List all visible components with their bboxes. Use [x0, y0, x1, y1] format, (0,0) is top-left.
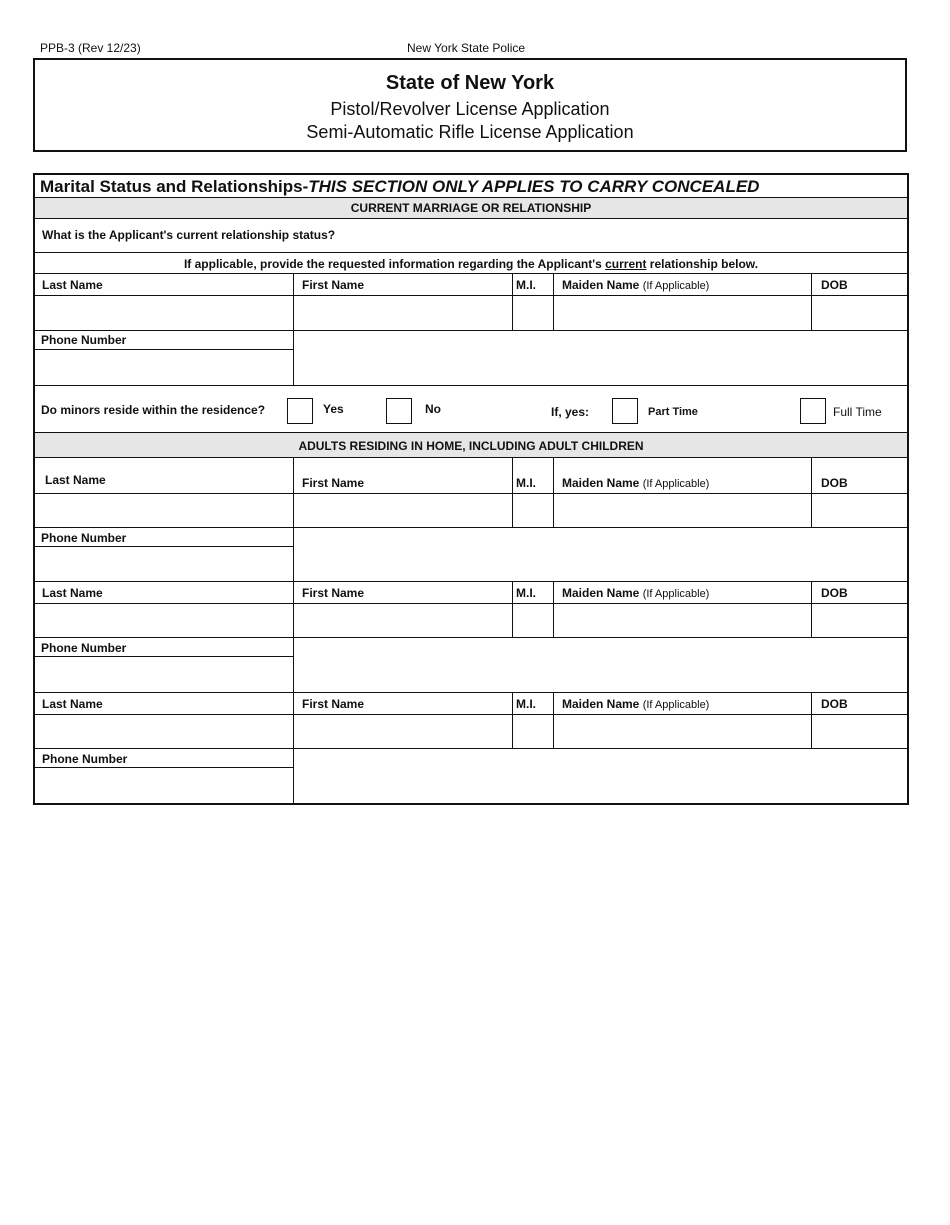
marital-status-section — [33, 173, 909, 805]
current-mi-field[interactable] — [513, 296, 553, 330]
minors-yes-checkbox[interactable] — [287, 398, 313, 424]
adult1-maiden-name-label: Maiden Name (If Applicable) — [562, 476, 710, 490]
adult2-dob-field[interactable] — [812, 604, 907, 637]
adult3-maiden-name-label: Maiden Name (If Applicable) — [562, 697, 710, 711]
adults-heading: ADULTS RESIDING IN HOME, INCLUDING ADULT CHILDREN — [298, 439, 644, 453]
current-relationship-heading: CURRENT MARRIAGE OR RELATIONSHIP — [350, 201, 592, 215]
adult3-mi-label: M.I. — [516, 697, 536, 711]
current-relationship-instruction: If applicable, provide the requested information regarding the Applicant's current relationship below. — [183, 257, 759, 271]
adult1-last-name-label: Last Name — [45, 473, 106, 487]
minors-question: Do minors reside within the residence? — [41, 403, 266, 417]
adult3-maiden-name-field[interactable] — [554, 715, 811, 748]
current-mi-label: M.I. — [516, 278, 536, 292]
current-dob-label: DOB — [821, 278, 848, 292]
adult2-last-name-label: Last Name — [42, 586, 103, 600]
adult2-phone-label: Phone Number — [41, 641, 127, 655]
relationship-status-field[interactable] — [355, 219, 905, 251]
current-last-name-field[interactable] — [35, 296, 293, 330]
adult3-dob-field[interactable] — [812, 715, 907, 748]
current-last-name-label: Last Name — [42, 278, 103, 292]
adult2-maiden-name-label: Maiden Name (If Applicable) — [562, 586, 710, 600]
part-time-label: Part Time — [648, 406, 698, 418]
agency-name: New York State Police — [407, 41, 526, 55]
adult2-first-name-field[interactable] — [294, 604, 512, 637]
adult1-last-name-field[interactable] — [35, 494, 293, 527]
adult3-last-name-label: Last Name — [42, 697, 103, 711]
adult2-dob-label: DOB — [821, 586, 848, 600]
current-maiden-name-label: Maiden Name (If Applicable) — [562, 278, 710, 292]
minors-no-checkbox[interactable] — [386, 398, 412, 424]
adult1-maiden-name-field[interactable] — [554, 494, 811, 527]
current-phone-label: Phone Number — [41, 333, 127, 347]
form-subtitle-pistol: Pistol/Revolver License Application — [330, 99, 610, 119]
adult2-mi-field[interactable] — [513, 604, 553, 637]
adult1-phone-label: Phone Number — [41, 531, 127, 545]
minors-no-label: No — [425, 402, 441, 416]
relationship-status-question: What is the Applicant's current relationship status? — [42, 228, 336, 242]
current-dob-field[interactable] — [812, 296, 907, 330]
adult3-first-name-label: First Name — [302, 697, 365, 711]
current-first-name-field[interactable] — [294, 296, 512, 330]
adult1-mi-field[interactable] — [513, 494, 553, 527]
adult3-last-name-field[interactable] — [35, 715, 293, 748]
minors-if-yes-label: If, yes: — [551, 405, 590, 419]
adult1-mi-label: M.I. — [516, 476, 536, 490]
adult1-dob-field[interactable] — [812, 494, 907, 527]
adult3-mi-field[interactable] — [513, 715, 553, 748]
form-subtitle-rifle: Semi-Automatic Rifle License Application — [306, 122, 634, 142]
adult3-first-name-field[interactable] — [294, 715, 512, 748]
form-title: State of New York — [385, 72, 555, 94]
current-maiden-name-field[interactable] — [554, 296, 811, 330]
adult3-phone-field[interactable] — [35, 768, 293, 802]
adult1-first-name-field[interactable] — [294, 494, 512, 527]
form-id: PPB-3 (Rev 12/23) — [40, 41, 141, 55]
adult1-first-name-label: First Name — [302, 476, 365, 490]
full-time-label: Full Time — [833, 405, 882, 419]
adult2-last-name-field[interactable] — [35, 604, 293, 637]
adult3-phone-label: Phone Number — [42, 752, 128, 766]
adult1-phone-field[interactable] — [35, 547, 293, 581]
minors-yes-label: Yes — [323, 402, 344, 416]
part-time-checkbox[interactable] — [612, 398, 638, 424]
adult3-dob-label: DOB — [821, 697, 848, 711]
section-title: Marital Status and Relationships-THIS SECTION ONLY APPLIES TO CARRY CONCEALED — [40, 177, 760, 196]
adult2-first-name-label: First Name — [302, 586, 365, 600]
title-box — [33, 58, 907, 152]
adult2-mi-label: M.I. — [516, 586, 536, 600]
current-first-name-label: First Name — [302, 278, 365, 292]
full-time-checkbox[interactable] — [800, 398, 826, 424]
current-phone-field[interactable] — [35, 350, 293, 384]
adult2-phone-field[interactable] — [35, 657, 293, 691]
adult1-dob-label: DOB — [821, 476, 848, 490]
adult2-maiden-name-field[interactable] — [554, 604, 811, 637]
